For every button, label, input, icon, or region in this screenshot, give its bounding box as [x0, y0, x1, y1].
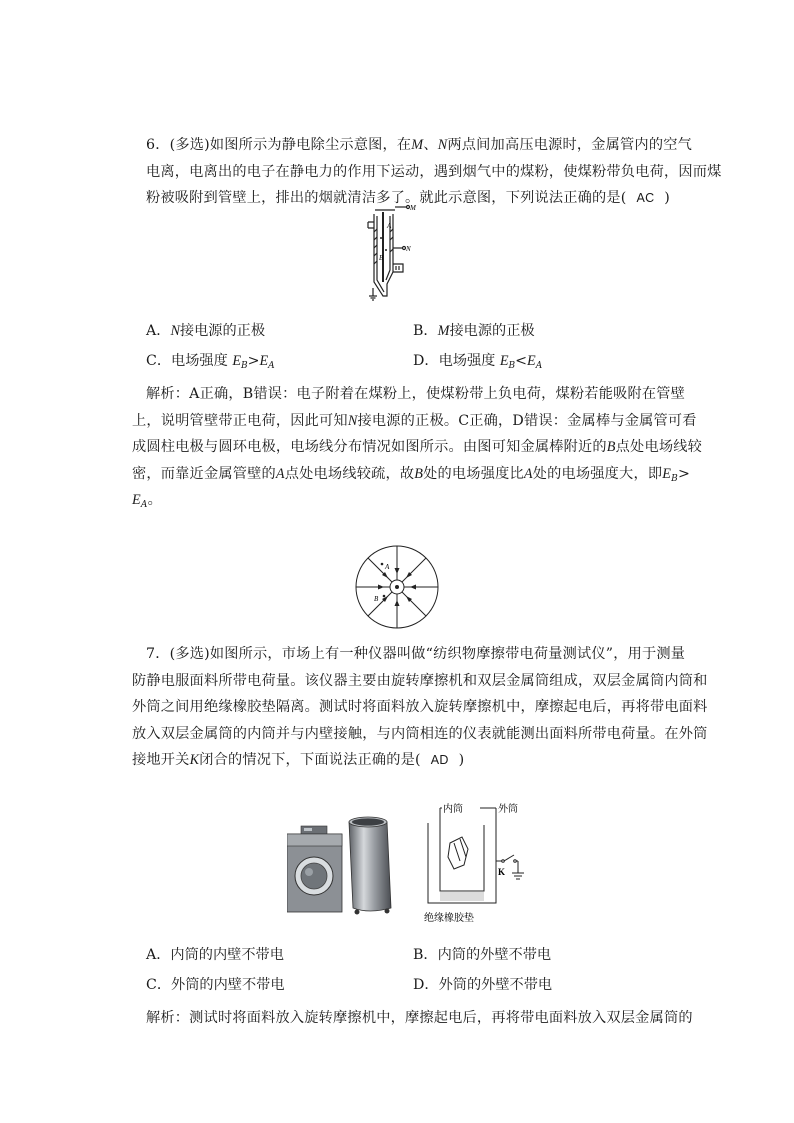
q7-stem-line3: 外筒之间用绝缘橡胶垫隔离。测试时将面料放入旋转摩擦机中，摩擦起电后，再将带电面料 [132, 699, 708, 715]
q7-explanation [146, 1005, 693, 1032]
q6-text: 粉被吸附到管壁上，排出的烟就清洁多了。就此示意图，下列说法正确的是( [146, 190, 627, 206]
expl-line5 [132, 487, 676, 514]
cylinder-schematic [410, 803, 530, 929]
sub-B: B [508, 361, 516, 371]
var-A: A [523, 465, 533, 482]
q7-option-a: A．内筒的内壁不带电 [146, 947, 284, 963]
q6-stem-line2: 电离，电离出的电子在静电力的作用下运动，遇到烟气中的煤粉，使煤粉带负电荷，因而煤 [146, 163, 722, 180]
var-E: E [527, 353, 536, 369]
q7-expl-line1: 解析：测试时将面料放入旋转摩擦机中，摩擦起电后，再将带电面料放入双层金属筒的 [146, 1010, 693, 1026]
op: > [247, 353, 260, 369]
var-N: N [437, 137, 448, 153]
var-E: E [259, 353, 269, 369]
sep: 、 [423, 137, 438, 153]
expl-text: 接电源的正极。C正确，D错误：金属棒与金属管可看 [357, 412, 697, 429]
q7-stem-line2: 防静电服面料所带电荷量。该仪器主要由旋转摩擦机和双层金属筒组成，双层金属筒内筒和 [132, 672, 708, 689]
opt-label: B． [413, 323, 438, 339]
label-inner-cylinder: 内筒 [443, 804, 463, 815]
q7-text: 接地开关 [132, 752, 190, 768]
q6-option-a [146, 320, 265, 340]
expl-line4 [132, 461, 691, 488]
sub-A: A [140, 500, 148, 510]
opt-text: 接电源的正极 [449, 323, 535, 339]
label-K: K [498, 867, 506, 877]
op: < [515, 353, 528, 369]
q7-option-d: D．外筒的外壁不带电 [413, 977, 553, 993]
label-M: M [410, 204, 416, 212]
circle-label-B: B [374, 595, 379, 603]
opt-label: C．电场强度 [146, 353, 233, 369]
sub-A: A [535, 361, 543, 371]
q7-text: 闭合的情况下，下面说法正确的是( [199, 752, 421, 768]
var-N: N [170, 323, 180, 339]
sub-B: B [671, 473, 678, 484]
opt-label: A． [146, 323, 171, 339]
var-M: M [437, 323, 450, 339]
q6-stem-line1 [146, 132, 692, 159]
var-N: N [347, 412, 358, 429]
label-rubber-pad: 绝缘橡胶垫 [424, 913, 474, 924]
var-B: B [414, 465, 424, 482]
expl-line3 [132, 434, 702, 461]
q6-option-b [413, 320, 535, 340]
q6-option-d [413, 350, 542, 371]
q6-stem [146, 132, 722, 212]
inner-cylinder [440, 825, 484, 891]
q6-explanation [132, 381, 702, 514]
expl-text: 上，说明管壁带正电荷，因此可知 [132, 412, 348, 429]
paren-close: ) [664, 190, 671, 206]
expl-line2 [132, 408, 697, 435]
var-E: E [232, 353, 241, 369]
circle-label-A: A [385, 563, 390, 571]
expl-text: 成圆柱电极与圆环电极，电场线分布情况如图所示。由图可知金属棒附近的 [132, 439, 607, 455]
opt-label: D．电场强度 [413, 353, 500, 369]
expl-text: 处的电场强度大，即 [532, 465, 663, 482]
instrument-photo [287, 812, 407, 918]
var-B: B [606, 439, 616, 455]
field-lines-figure [354, 544, 440, 630]
sub-A: A [268, 361, 275, 371]
q7-stem [132, 641, 708, 774]
q7-stem-line1: 7．(多选)如图所示，市场上有一种仪器叫做“纺织物摩擦带电荷量测试仪”，用于测量 [146, 646, 686, 662]
q6-text: 两点间加高压电源时，金属管内的空气 [447, 137, 692, 153]
var-K: K [189, 752, 200, 768]
switch-K [504, 855, 514, 861]
opt-text: 接电源的正极 [179, 323, 266, 339]
expl-text: 点处电场线较疏，故 [284, 465, 415, 482]
q7-stem-line4: 放入双层金属筒的内筒并与内壁接触，与内筒相连的仪表就能测出面料所带电荷量。在外筒 [132, 725, 708, 742]
period: 。 [147, 492, 162, 508]
precipitator-figure [365, 202, 435, 304]
label-N: N [406, 245, 411, 253]
q6-option-c [146, 350, 275, 371]
var-A: A [275, 465, 285, 482]
paren-close: ) [458, 752, 465, 768]
var-E: E [132, 492, 141, 508]
q7-stem-line5 [132, 747, 676, 774]
expl-line1: 解析：A正确，B错误：电子附着在煤粉上，使煤粉带上负电荷，煤粉若能吸附在管壁 [146, 386, 686, 402]
outlet [393, 264, 403, 272]
var-E: E [499, 353, 509, 369]
var-M: M [411, 137, 424, 153]
expl-text: 密，而靠近金属管壁的 [132, 465, 276, 482]
q7-answer: AD [430, 753, 449, 767]
sub-B: B [240, 361, 248, 371]
rubber-pad [440, 891, 484, 901]
label-outer-cylinder: 外筒 [498, 804, 518, 815]
metal-cylinder [349, 819, 391, 911]
q6-answer: AC [636, 191, 655, 205]
q7-option-c: C．外筒的内壁不带电 [146, 977, 285, 993]
op: > [677, 465, 691, 482]
q6-text: 6．(多选)如图所示为静电除尘示意图，在 [146, 137, 412, 153]
expl-text: 点处电场线较 [615, 439, 702, 455]
var-E: E [662, 465, 672, 482]
expl-text: 处的电场强度比 [423, 465, 524, 482]
label-A: A [387, 222, 392, 230]
q7-option-b: B．内筒的外壁不带电 [413, 947, 552, 963]
label-B: B [379, 254, 384, 262]
